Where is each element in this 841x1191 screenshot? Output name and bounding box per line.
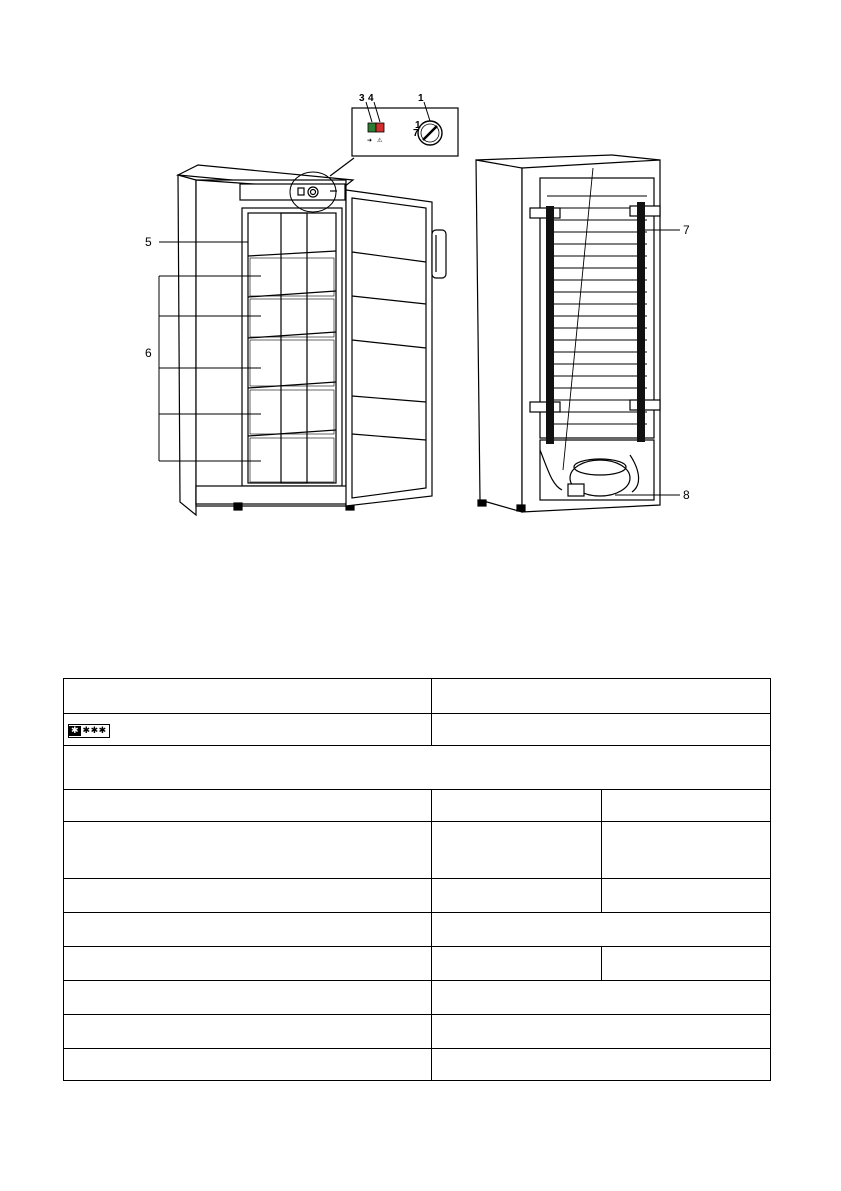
table-cell [64, 879, 432, 913]
appliance-illustration [0, 0, 841, 540]
table-cell [602, 790, 771, 822]
table-row [64, 1015, 771, 1049]
table-row [64, 879, 771, 913]
table-cell [432, 913, 771, 947]
table-cell [64, 714, 432, 746]
table-cell [602, 879, 771, 913]
table-cell [64, 1049, 432, 1081]
table-cell [64, 1015, 432, 1049]
table-row [64, 746, 771, 790]
table-cell [602, 822, 771, 879]
table-row [64, 822, 771, 879]
back-freezer-drawing [476, 155, 660, 512]
table-cell [64, 679, 432, 714]
table-row [64, 947, 771, 981]
specifications-table [63, 678, 771, 1081]
table-cell [432, 1049, 771, 1081]
callout-7: 7 [683, 223, 690, 237]
table-row [64, 1049, 771, 1081]
table-cell [64, 981, 432, 1015]
condenser-coil-left [546, 206, 554, 444]
four-star-rating-icon [68, 724, 110, 738]
table-cell [432, 981, 771, 1015]
freezer-star-icon: ✱ [71, 725, 79, 736]
table-cell [64, 913, 432, 947]
callout-5: 5 [145, 235, 152, 249]
table-row [64, 981, 771, 1015]
callout-4: 4 [368, 93, 374, 104]
table-cell [64, 746, 771, 790]
condenser-coil-right [637, 202, 645, 442]
callout-6: 6 [145, 346, 152, 360]
star-rating-icon: ✱✱✱ [82, 725, 107, 736]
table-cell [432, 879, 602, 913]
green-indicator-icon [368, 123, 376, 132]
callout-1: 1 [418, 93, 424, 104]
table-cell [64, 822, 432, 879]
callout-8: 8 [683, 488, 690, 502]
table-row [64, 714, 771, 746]
table-row [64, 913, 771, 947]
table-cell [432, 947, 602, 981]
table-row [64, 679, 771, 714]
table-cell [432, 714, 771, 746]
dial-number-7: 7 [413, 128, 419, 139]
table-cell [432, 790, 602, 822]
table-cell [64, 947, 432, 981]
red-indicator-icon [376, 123, 384, 132]
power-symbol-icon: ➜ [367, 137, 373, 144]
table-cell [432, 679, 771, 714]
table-row [64, 790, 771, 822]
table-cell [602, 947, 771, 981]
callout-3: 3 [359, 93, 365, 104]
thermostat-dial-icon [418, 121, 442, 145]
alarm-symbol-icon: ⚠ [377, 137, 383, 144]
table-cell [432, 822, 602, 879]
dial-number-1: 1 [415, 120, 421, 131]
control-panel-detail [352, 108, 458, 156]
table-cell [64, 790, 432, 822]
table-cell [432, 1015, 771, 1049]
